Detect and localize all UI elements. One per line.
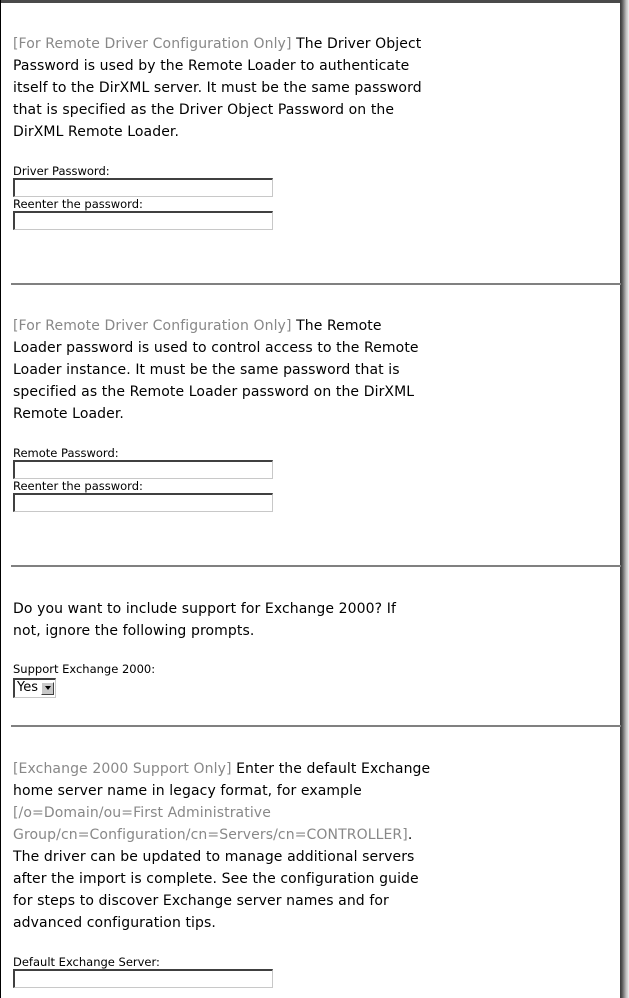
window-right-shadow (620, 0, 629, 998)
support-exchange-value: Yes (17, 680, 38, 695)
divider (11, 565, 621, 567)
exchange-support-question: Do you want to include support for Exchange 2000? If not, ignore the following prompts. (13, 601, 397, 639)
driver-password-section (13, 33, 423, 230)
remote-only-tag: [For Remote Driver Configuration Only] (13, 36, 292, 52)
remote-password-label: Remote Password: (13, 446, 119, 460)
driver-password-reenter-label: Reenter the password: (13, 197, 143, 211)
remote-password-reenter-input[interactable] (13, 493, 273, 512)
exchange-server-description: [Exchange 2000 Support Only] Enter the default Exchange home server name in legacy format, for example [/o=Domain/ou=First Administrative Group/cn=Configuration/cn=Servers/cn=CONTROLLER]. The driver can be updated to manage additional servers after the import is complete. See the configuration guide for steps to discover Exchange server names and for advanced configuration tips. (13, 761, 431, 931)
remote-password-input[interactable] (13, 460, 273, 479)
example-server-dn: [/o=Domain/ou=First Administrative Group/cn=Configuration/cn=Servers/cn=CONTROLLER] (13, 805, 408, 843)
driver-password-reenter-input[interactable] (13, 211, 273, 230)
default-exchange-server-label: Default Exchange Server: (13, 955, 160, 969)
window-left-border (0, 0, 1, 998)
chevron-down-icon[interactable] (41, 682, 54, 695)
divider (11, 283, 621, 285)
support-exchange-select[interactable] (13, 678, 56, 698)
remote-password-description: [For Remote Driver Configuration Only] The Remote Loader password is used to control access to the Remote Loader instance. It must be the same password that is specified as the Remote Loader password on the DirXML Remote Loader. (13, 318, 419, 422)
window-top-border (0, 0, 622, 3)
default-exchange-server-input[interactable] (13, 969, 273, 988)
driver-password-label: Driver Password: (13, 164, 110, 178)
exchange-server-section (13, 758, 433, 988)
divider (11, 725, 621, 727)
exchange-support-section (13, 598, 423, 698)
remote-only-tag: [For Remote Driver Configuration Only] (13, 318, 292, 334)
support-exchange-label: Support Exchange 2000: (13, 662, 156, 676)
driver-password-input[interactable] (13, 178, 273, 197)
driver-password-description: [For Remote Driver Configuration Only] The Driver Object Password is used by the Remote Loader to authenticate itself to the DirXML server. It must be the same password that is specified as the Driver Object Password on the DirXML Remote Loader. (13, 36, 422, 140)
remote-password-section (13, 315, 423, 512)
exchange-only-tag: [Exchange 2000 Support Only] (13, 761, 232, 777)
remote-password-reenter-label: Reenter the password: (13, 479, 143, 493)
